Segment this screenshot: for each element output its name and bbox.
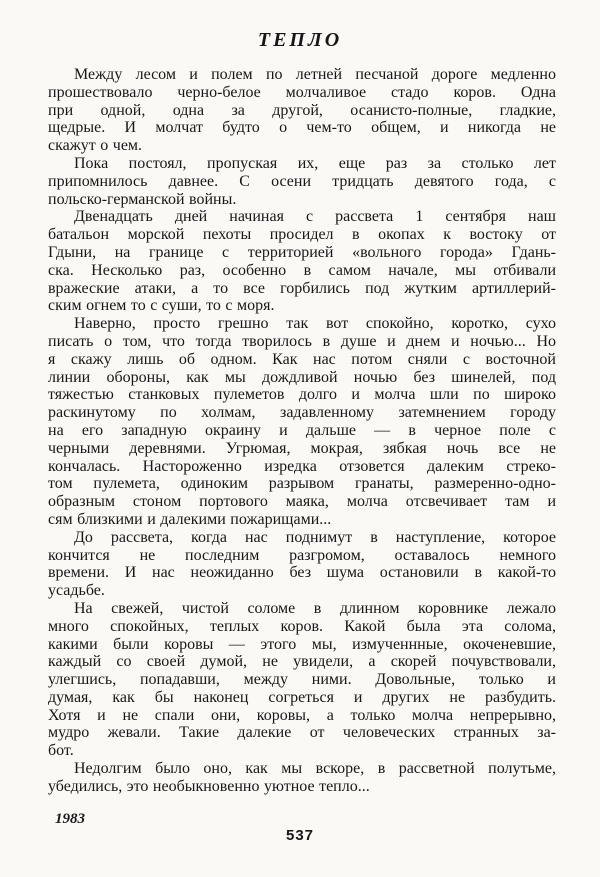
text-line: усадьбе.: [48, 582, 105, 600]
text-line: много спокойных, теплых коров. Какой была эта солома,: [48, 617, 556, 635]
text-line: тяжестью станковых пулеметов долго и молча шли по широко: [48, 386, 556, 404]
text-line: батальон морской пехоты просидел в окопах к востоку от: [48, 226, 556, 244]
text-line: На свежей, чистой соломе в длинном коровнике лежало: [74, 599, 556, 617]
paragraph: [48, 315, 556, 529]
text-line: черными деревнями. Угрюмая, мокрая, зябкая ночь все не: [48, 439, 556, 457]
text-line: сям близкими и далекими пожарищами...: [48, 510, 332, 528]
text-line: скажут о чем.: [48, 137, 143, 155]
text-line: кончалась. Настороженно изредка отзовется далеким стреко-: [48, 457, 556, 475]
text-line: бот.: [48, 742, 74, 760]
text-line: Пока постоял, пропуская их, еще раз за столько лет: [74, 154, 556, 172]
text-line: времени. И нас неожиданно без шума остановили в какой-то: [48, 564, 556, 582]
paragraph: [48, 600, 556, 760]
text-line: Гдыни, на границе с территорией «вольного города» Гдань-: [48, 243, 556, 261]
text-line: линии обороны, как мы дождливой ночью без шинелей, под: [48, 368, 556, 386]
text-line: образным стоном портового маяка, молча отсвечивает там и: [48, 493, 556, 511]
text-line: раскинутому по холмам, задавленному затемнением городу: [48, 404, 556, 422]
text-line: ска. Несколько раз, особенно в самом начале, мы отбивали: [48, 261, 556, 279]
text-line: мудро жевали. Такие далекие от человеческих странных за-: [48, 724, 556, 742]
text-line: Между лесом и полем по летней песчаной дороге медленно: [74, 66, 556, 83]
text-line: я скажу лишь об одном. Как нас потом сняли с восточной: [48, 350, 556, 368]
text-line: припомнилось давнее. С осени тридцать девятого года, с: [48, 172, 556, 190]
text-line: убедились, это необыкновенно уютное тепло...: [48, 777, 370, 795]
page-number: 537: [285, 827, 315, 844]
text-line: Хотя и не спали они, коровы, а только молча непрерывно,: [48, 706, 556, 724]
paragraph: [48, 208, 556, 315]
text-line: Двенадцать дней начиная с рассвета 1 сентября наш: [74, 208, 556, 226]
text-line: каждый со своей думой, не увидели, а скорей почувствовали,: [48, 653, 556, 671]
text-line: улегшись, попадавши, между ними. Довольные, только и: [48, 671, 556, 689]
paragraph: [48, 760, 556, 796]
text-line: ским огнем то с суши, то с моря.: [48, 297, 275, 315]
text-line: прошествовало черно-белое молчаливое стадо коров. Одна: [48, 83, 556, 101]
text-line: Недолгим было оно, как мы вскоре, в рассветной полутьме,: [74, 760, 556, 778]
paragraph: [48, 66, 556, 155]
story-body: [48, 66, 556, 796]
text-line: какими были коровы — этого мы, измученнные, окоченевшие,: [48, 635, 556, 653]
text-line: щедрые. И молчат будто о чем-то общем, и никогда не: [48, 119, 556, 137]
text-line: при одной, одна за другой, осанисто-полные, гладкие,: [48, 101, 556, 119]
text-line: До рассвета, когда нас поднимут в наступление, которое: [74, 528, 556, 546]
text-line: вражеские атаки, а то все горбились под жутким артиллерий-: [48, 279, 556, 297]
text-line: Наверно, просто грешно так вот спокойно, коротко, сухо: [74, 315, 556, 333]
paragraph: [48, 155, 556, 208]
year-label: 1983: [55, 811, 85, 827]
text-line: польско-германской войны.: [48, 190, 237, 208]
text-line: думая, как бы наконец согреться и других не разбудить.: [48, 688, 556, 706]
page-title: ТЕПЛО: [257, 29, 343, 51]
text-line: на его западную окраину и дальше — в черное поле с: [48, 421, 556, 439]
text-line: писать о том, что тогда творилось в душе и днем и ночью... Но: [48, 332, 556, 350]
paragraph: [48, 529, 556, 600]
text-line: том пулемета, одиноким разрывом гранаты, размеренно-одно-: [48, 475, 556, 493]
text-line: кончится не последним разгромом, оставалось немного: [48, 546, 556, 564]
